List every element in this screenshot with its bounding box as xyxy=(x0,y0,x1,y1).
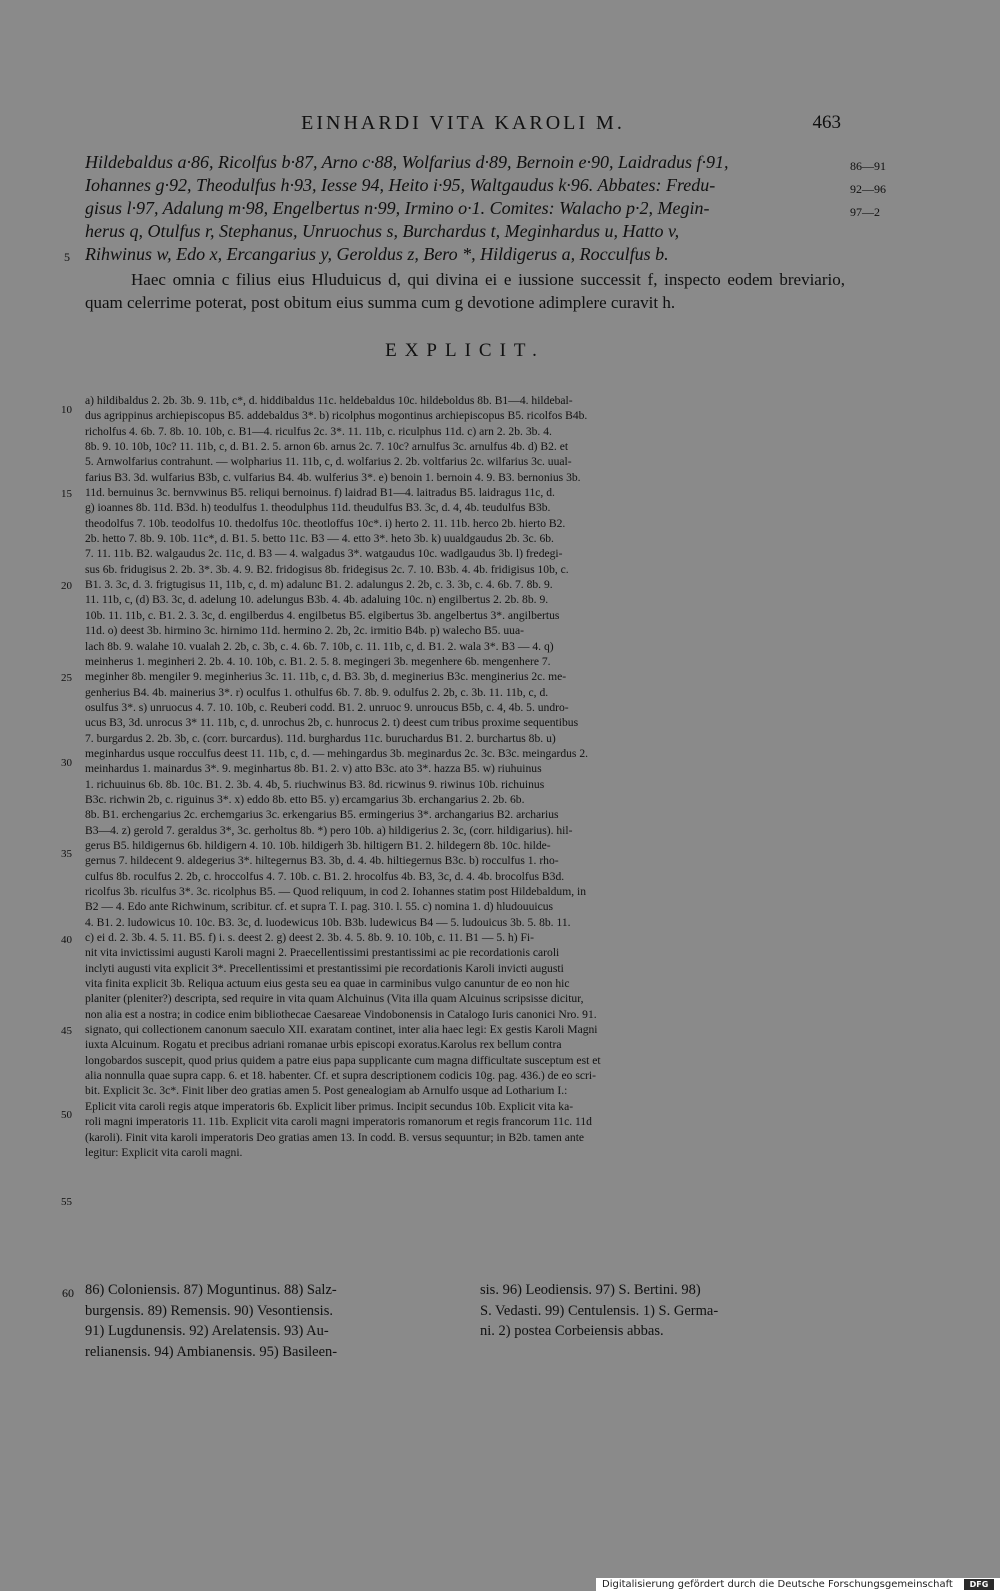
body-paragraph: Haec omnia c filius eius Hluduicus d, qui divina ei e iussione successit f, inspecto eodem breviario, quam celerrime poterat, post obitum eius summa cum g devotione adimplere curavit h. xyxy=(85,270,845,312)
apparatus-line: 2b. hetto 7. 8b. 9. 10b. 11c*, d. B1. 5. betto 11c. B3 — 4. etto 3*. heto 3b. k) uualdgaudus 2b. 3c. 6b. xyxy=(85,532,554,546)
apparatus-line: 8b. B1. erchengarius 2c. erchemgarius 3c. erkengarius B5. ermingerius 3*. archangarius B2. archarius xyxy=(85,808,559,822)
apparatus-line: iuxta Alcuinum. Rogatu et precibus adriani romanae urbis episcopi exoratus.Karolus rex bellum contra xyxy=(85,1038,562,1052)
apparatus-line: bit. Explicit 3c. 3c*. Finit liber deo gratias amen 5. Post genealogiam ab Arnulfo usque ad Lotharium I.: xyxy=(85,1084,568,1098)
apparatus-line: meginhardus usque rocculfus deest 11. 11b, c, d. — mehingardus 3b. meginardus 2c. 3c. B3c. meingardus 2. xyxy=(85,746,589,760)
page-header xyxy=(85,112,841,138)
apparatus-line: gerus B5. hildigernus 6b. hildigern 4. 10. 10b. hildigerh 3b. hiltigern B1. 2. hildegern 8b. 10c. hilde- xyxy=(85,838,551,852)
apparatus-line: B2 — 4. Edo ante Richwinum, scribitur. cf. et supra T. I. pag. 310. l. 55. c) nomina 1. d) hludouuicus xyxy=(85,900,554,914)
line-number: 30 xyxy=(61,757,72,769)
dfg-logo: DFG xyxy=(964,1579,994,1590)
running-title: EINHARDI VITA KAROLI M. xyxy=(301,112,625,134)
apparatus-line: 7. burgardus 2. 2b. 3b, c. (corr. burcardus). 11d. burghardus 11c. buruchardus B1. 2. burchartus 8b. u) xyxy=(85,731,556,745)
line-number: 50 xyxy=(61,1109,72,1121)
footnote-line: burgensis. 89) Remensis. 90) Vesontiensis. xyxy=(85,1302,333,1319)
apparatus-line: lach 8b. 9. walahe 10. vualah 2. 2b, c. 3b, c. 4. 6b. 7. 10b, c. 11. 11b, c, d. B1. 2. wala 3*. B3 — 4. q) xyxy=(85,639,554,653)
line-number: 40 xyxy=(61,934,72,946)
line-number: 45 xyxy=(61,1025,72,1037)
apparatus-line: B3c. richwin 2b, c. riguinus 3*. x) eddo 8b. etto B5. y) ercamgarius 3b. erchangarius 2. 2b. 6b. xyxy=(85,792,525,806)
apparatus-line: nit vita invictissimi augusti Karoli magni 2. Praecellentissimi prestantissimi ac pie recordationis caroli xyxy=(85,946,560,960)
apparatus-line: 11d. o) deest 3b. hirmino 3c. hirnimo 11d. hermino 2. 2b, 2c. irmitio B4b. p) walecho B5. uua- xyxy=(85,624,524,638)
footnotes-column-right xyxy=(480,1280,840,1342)
footnote-line: 91) Lugdunensis. 92) Arelatensis. 93) Au- xyxy=(85,1323,329,1339)
apparatus-line: osulfus 3*. s) unruocus 4. 7. 10. 10b, c. Reuberi codd. B1. 2. unruoc 9. unroucus B5b, c. 4, 4b. 5. undro- xyxy=(85,700,569,714)
apparatus-line: legitur: Explicit vita caroli magni. xyxy=(85,1145,243,1159)
line-number: 5 xyxy=(64,250,70,264)
footnotes-column-left xyxy=(85,1280,445,1362)
apparatus-line: (karoli). Finit vita karoli imperatoris Deo gratias amen 13. In codd. B. versus sequuntur; in B2b. tamen ante xyxy=(85,1130,585,1144)
apparatus-line: Eplicit vita caroli regis atque imperatoris 6b. Explicit liber primus. Incipit secundus 10b. Explicit vita ka- xyxy=(85,1099,574,1113)
footnote-range: 86—91 xyxy=(850,159,886,173)
apparatus-line: 5. Arnwolfarius contrahunt. — wolpharius 11. 11b, c, d. wolfarius 2. 2b. voltfarius 2c. wilfarius 3c. uual- xyxy=(85,455,572,469)
name-list-line: Hildebaldus a·86, Ricolfus b·87, Arno c·88, Wolfarius d·89, Bernoin e·90, Laidradus f·91, xyxy=(85,152,729,172)
apparatus-line: inclyti augusti vita explicit 3*. Precellentissimi et prestantissimi pie recordationis Karoli invicti augusti xyxy=(85,961,564,975)
apparatus-line: meinherus 1. meginheri 2. 2b. 4. 10. 10b, c. B1. 2. 5. 8. megingeri 3b. megenhere 6b. mengenhere 7. xyxy=(85,654,551,668)
apparatus-line: non alia est a nostra; in codice enim bibliothecae Caesareae Vindobonensis in Catalogo Iuris canonici Nro. 91. xyxy=(85,1007,597,1021)
name-list-line: herus q, Otulfus r, Stephanus, Unruochus s, Burchardus t, Meginhardus u, Hatto v, xyxy=(85,221,680,241)
apparatus-line: farius B3. 3d. wulfarius B3b, c. vulfarius B4. 4b. wulferius 3*. e) benoin 1. bernoin 4. 9. B3. bernonius 3b. xyxy=(85,470,581,484)
footnote-line: 86) Coloniensis. 87) Moguntinus. 88) Salz- xyxy=(85,1282,337,1298)
footnote-range: 92—96 xyxy=(850,182,886,196)
apparatus-line xyxy=(85,1160,840,1175)
digitization-credit: Digitalisierung gefördert durch die Deutsche Forschungsgemeinschaft xyxy=(602,1579,953,1590)
line-number: 55 xyxy=(61,1196,72,1208)
apparatus-line: genherius B4. 4b. mainerius 3*. r) oculfus 1. othulfus 6b. 7. 8b. 9. odulfus 2. 2b, c. 3b. 11. 11b, c, d. xyxy=(85,685,549,699)
name-list-line: Rihwinus w, Edo x, Ercangarius y, Geroldus z, Bero *, Hildigerus a, Rocculfus b. xyxy=(85,244,669,264)
line-number: 60 xyxy=(62,1286,74,1300)
critical-apparatus xyxy=(85,393,840,1206)
apparatus-line: 7. 11. 11b. B2. walgaudus 2c. 11c, d. B3 — 4. walgadus 3*. watgaudus 10c. wadlgaudus 3b. l) fredegi- xyxy=(85,547,563,561)
line-number: 20 xyxy=(61,580,72,592)
apparatus-line: gernus 7. hildecent 9. aldegerius 3*. hiltegernus B3. 3b, d. 4. 4b. hiltiegernus B3c. b) rocculfus 1. rho- xyxy=(85,854,559,868)
apparatus-line xyxy=(85,1176,840,1191)
apparatus-line: 8b. 9. 10. 10b, 10c? 11. 11b, c, d. B1. 2. 5. arnon 6b. arnus 2c. 7. 10c? arnulfus 3c. arnulfus 4b. d) B2. et xyxy=(85,440,569,454)
footnote-line: ni. 2) postea Corbeiensis abbas. xyxy=(480,1323,664,1339)
apparatus-line: 1. richuuinus 6b. 8b. 10c. B1. 2. 3b. 4. 4b, 5. riuchwinus B3. 8d. ricwinus 9. riwinus 10b. richuinus xyxy=(85,777,545,791)
explicit-heading: EXPLICIT. xyxy=(385,340,545,361)
apparatus-line: meginher 8b. mengiler 9. meginherius 3c. 11. 11b, c, d. B3. 3b, d. meginerius B3c. menginerius 2c. me- xyxy=(85,670,567,684)
apparatus-line: dus agrippinus archiepiscopus B5. addebaldus 3*. b) ricolphus mogontinus archiepiscopus B5. ricolfos B4b. xyxy=(85,409,588,423)
apparatus-line: 11. 11b, c, (d) B3. 3c, d. adelung 10. adelungus B3b. 4. 4b. adaluing 10c. n) engilbertus 2. 2b. 8b. 9. xyxy=(85,593,549,607)
footnote-line: relianensis. 94) Ambianensis. 95) Basileen- xyxy=(85,1343,338,1360)
apparatus-line: g) ioannes 8b. 11d. B3d. h) teodulfus 1. theodulphus 11d. theudulfus B3. 3c, d. 4, 4b. teudulfus B3b. xyxy=(85,501,551,515)
name-list-line: Iohannes g·92, Theodulfus h·93, Iesse 94, Heito i·95, Waltgaudus k·96. Abbates: Fredu- xyxy=(85,175,716,195)
apparatus-line: longobardos suscepit, quod prius quidem a patre eius papa supplicante cum magna difficultate susceptum est et xyxy=(85,1053,601,1067)
apparatus-line: richolfus 4. 6b. 7. 8b. 10. 10b, c. B1—4. riculfus 2c. 3*. 11. 11b, c. riculphus 11d. c) arn 2. 2b. 3b. 4. xyxy=(85,424,552,438)
apparatus-line: ucus B3, 3d. unrocus 3* 11. 11b, c, d. unrochus 2b, c. hunrocus 2. t) deest cum tribus proxime sequentibus xyxy=(85,716,579,730)
apparatus-line: 11d. bernuinus 3c. bernvwinus B5. reliqui bernoinus. f) laidrad B1—4. laitradus B5. laidragus 11c, d. xyxy=(85,486,555,500)
apparatus-line: culfus 8b. roculfus 2. 2b, c. hroccolfus 4. 7. 10b. c. B1. 2. hrocolfus 4b. B3, 3c, d. 4. 4b. brocolfus B3d. xyxy=(85,869,565,883)
apparatus-line: meinhardus 1. mainardus 3*. 9. meginhartus 8b. B1. 2. v) atto B3c. ato 3*. hazza B5. w) riuhuinus xyxy=(85,762,542,776)
footnote-line: sis. 96) Leodiensis. 97) S. Bertini. 98) xyxy=(480,1282,701,1298)
apparatus-line: 10b. 11. 11b, c. B1. 2. 3. 3c, d. engilberdus 4. engilbetus B5. elgibertus 3b. angelbertus 3*. angilbertus xyxy=(85,608,560,622)
apparatus-line: signato, qui collectionem canonum saeculo XII. exaratam continet, inter alia haec legi: Ex gestis Karoli Magni xyxy=(85,1023,598,1037)
apparatus-line: 4. B1. 2. ludowicus 10. 10c. B3. 3c, d. luodewicus 10b. B3b. ludewicus B4 — 5. ludouicus 3b. 5. 8b. 11. xyxy=(85,915,571,929)
line-number: 10 xyxy=(61,404,72,416)
apparatus-line: sus 6b. fridugisus 2. 2b. 3*. 3b. 4. 9. B2. fridogisus 8b. fridegisus 2c. 7. 10. B3b. 4. 4b. fridigisus 10b, c. xyxy=(85,562,569,576)
footnote-range: 97—2 xyxy=(850,205,880,219)
line-number: 35 xyxy=(61,848,72,860)
apparatus-line: B1. 3. 3c, d. 3. frigtugisus 11, 11b, c, d. m) adalunc B1. 2. adalungus 2. 2b, c. 3. 3b, c. 4. 6b. 7. 8b. 9. xyxy=(85,578,553,592)
footnote-line: S. Vedasti. 99) Centulensis. 1) S. Germa- xyxy=(480,1302,719,1319)
apparatus-line: roli magni imperatoris 11. 11b. Explicit vita caroli magni imperatoris romanorum et regis francorum 11c. 11d xyxy=(85,1115,592,1129)
apparatus-line: B3—4. z) gerold 7. geraldus 3*, 3c. gerholtus 8b. *) pero 10b. a) hildigerius 2. 3c, (corr. hildigarius). hil- xyxy=(85,823,573,837)
apparatus-line: alia nonnulla quae supra capp. 6. et 18. habenter. Cf. et supra descriptionem codicis 10g. pag. 436.) de eo scri- xyxy=(85,1069,596,1083)
apparatus-line: a) hildibaldus 2. 2b. 3b. 9. 11b, c*, d. hiddibaldus 11c. heldebaldus 10c. hildeboldus 8b. B1—4. hildebal- xyxy=(85,394,573,407)
apparatus-line: planiter (pleniter?) descripta, sed require in vita quam Alchuinus (Vita illa quam Alcuinus scripsisse dicitur, xyxy=(85,992,584,1006)
apparatus-line xyxy=(85,1191,840,1206)
line-number: 25 xyxy=(61,672,72,684)
apparatus-line: vita finita explicit 3b. Reliqua actuum eius gesta seu ea quae in carminibus vulgo canuntur de eo non hic xyxy=(85,977,570,991)
page-number: 463 xyxy=(812,112,841,133)
name-list-line: gisus l·97, Adalung m·98, Engelbertus n·99, Irmino o·1. Comites: Walacho p·2, Megin- xyxy=(85,198,710,218)
line-number: 15 xyxy=(61,488,72,500)
apparatus-line: c) ei d. 2. 3b. 4. 5. 11. B5. f) i. s. deest 2. g) deest 2. 3b. 4. 5. 8b. 9. 10. 10b, c. 11. B1 — 5. h) Fi- xyxy=(85,931,534,945)
apparatus-line: ricolfus 3b. riculfus 3*. 3c. ricolphus B5. — Quod reliquum, in cod 2. Iohannes statim post Hildebaldum, in xyxy=(85,885,587,898)
digitization-credit-bar xyxy=(596,1578,1000,1591)
apparatus-line: theodolfus 7. 10b. teodolfus 10. thedolfus 10c. theotloffus 10c*. i) herto 2. 11. 11b. herco 2b. hierto B2. xyxy=(85,516,566,530)
